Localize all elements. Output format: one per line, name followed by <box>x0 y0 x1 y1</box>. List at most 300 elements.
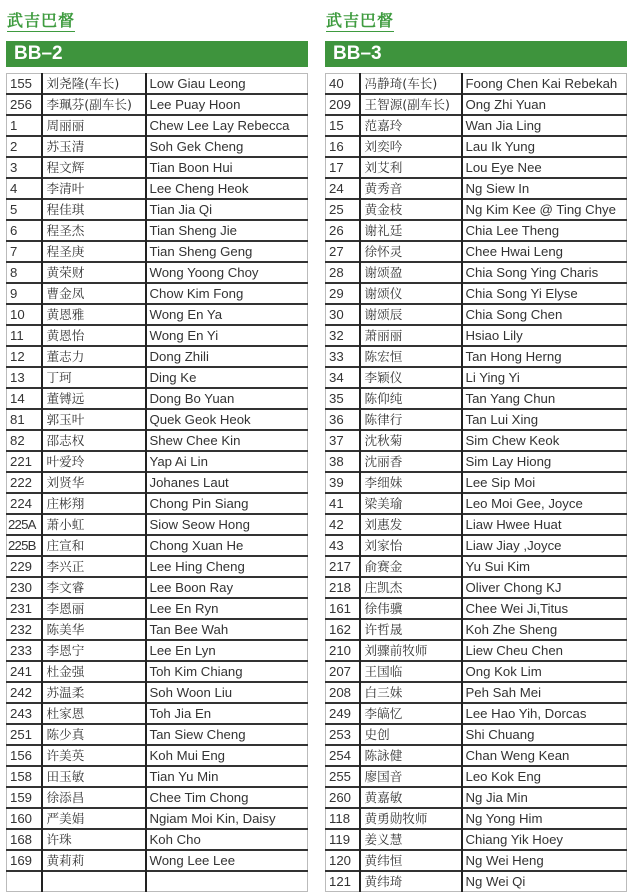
table-row <box>7 220 308 241</box>
member-number: 233 <box>7 640 42 661</box>
member-number: 4 <box>7 178 42 199</box>
english-name: Ng Kim Kee @ Ting Chye <box>462 199 627 220</box>
table-row <box>326 409 627 430</box>
table-row <box>7 136 308 157</box>
table-row <box>326 619 627 640</box>
table-row <box>326 115 627 136</box>
chinese-name: 黄金枝 <box>360 199 462 220</box>
member-number: 6 <box>7 220 42 241</box>
chinese-name: 许珠 <box>42 829 146 850</box>
member-number: 7 <box>7 241 42 262</box>
chinese-name: 刘骤前牧师 <box>360 640 462 661</box>
english-name: Lee Cheng Heok <box>146 178 308 199</box>
member-number: 161 <box>326 598 360 619</box>
english-name: Wong Yoong Choy <box>146 262 308 283</box>
table-row <box>326 808 627 829</box>
chinese-name: 沈秋菊 <box>360 430 462 451</box>
english-name: Chia Lee Theng <box>462 220 627 241</box>
english-name: Tian Jia Qi <box>146 199 308 220</box>
table-row <box>7 661 308 682</box>
member-number: 254 <box>326 745 360 766</box>
english-name: Peh Sah Mei <box>462 682 627 703</box>
member-number: 24 <box>326 178 360 199</box>
table-row <box>326 703 627 724</box>
chinese-name: 陈詠健 <box>360 745 462 766</box>
member-number: 10 <box>7 304 42 325</box>
chinese-name: 刘家怡 <box>360 535 462 556</box>
english-name: Sim Chew Keok <box>462 430 627 451</box>
table-row <box>326 199 627 220</box>
table-row <box>7 493 308 514</box>
chinese-name: 徐添昌 <box>42 787 146 808</box>
english-name: Chow Kim Fong <box>146 283 308 304</box>
table-row <box>7 829 308 850</box>
english-name: Koh Zhe Sheng <box>462 619 627 640</box>
english-name: Ng Yong Him <box>462 808 627 829</box>
english-name: Leo Moi Gee, Joyce <box>462 493 627 514</box>
chinese-name: 冯静琦(车长) <box>360 74 462 95</box>
chinese-name: 沈丽香 <box>360 451 462 472</box>
table-row <box>326 871 627 892</box>
chinese-name: 李珮芬(副车长) <box>42 94 146 115</box>
table-row <box>326 493 627 514</box>
chinese-name: 庄凯杰 <box>360 577 462 598</box>
table-row <box>326 556 627 577</box>
area-title: 武吉巴督 <box>326 11 395 30</box>
english-name: Tian Boon Hui <box>146 157 308 178</box>
member-number: 13 <box>7 367 42 388</box>
chinese-name: 程圣庚 <box>42 241 146 262</box>
english-name: Tian Sheng Geng <box>146 241 308 262</box>
chinese-name: 邵志权 <box>42 430 146 451</box>
english-name: Tan Bee Wah <box>146 619 308 640</box>
english-name: Wong Lee Lee <box>146 850 308 871</box>
table-row <box>326 682 627 703</box>
member-number: 121 <box>326 871 360 892</box>
chinese-name: 郭玉叶 <box>42 409 146 430</box>
table-row <box>326 157 627 178</box>
table-row <box>326 220 627 241</box>
chinese-name: 丁珂 <box>42 367 146 388</box>
table-row <box>7 472 308 493</box>
english-name: Siow Seow Hong <box>146 514 308 535</box>
member-number: 9 <box>7 283 42 304</box>
english-name: Li Ying Yi <box>462 367 627 388</box>
member-number: 28 <box>326 262 360 283</box>
chinese-name: 庄宣和 <box>42 535 146 556</box>
member-number: 243 <box>7 703 42 724</box>
member-number: 159 <box>7 787 42 808</box>
table-row <box>326 472 627 493</box>
english-name: Tian Yu Min <box>146 766 308 787</box>
member-number: 155 <box>7 74 42 95</box>
member-number: 38 <box>326 451 360 472</box>
table-row <box>326 178 627 199</box>
table-row <box>326 829 627 850</box>
table-row <box>326 535 627 556</box>
chinese-name: 李颖仪 <box>360 367 462 388</box>
member-number: 30 <box>326 304 360 325</box>
chinese-name: 程佳琪 <box>42 199 146 220</box>
english-name: Chee Wei Ji,Titus <box>462 598 627 619</box>
english-name: Liew Cheu Chen <box>462 640 627 661</box>
english-name: Chia Song Yi Elyse <box>462 283 627 304</box>
member-number: 242 <box>7 682 42 703</box>
chinese-name: 庄彬翔 <box>42 493 146 514</box>
english-name: Liaw Hwee Huat <box>462 514 627 535</box>
english-name: Sim Lay Hiong <box>462 451 627 472</box>
area-title: 武吉巴督 <box>7 11 76 30</box>
chinese-name: 王智源(副车长) <box>360 94 462 115</box>
chinese-name: 徐伟骥 <box>360 598 462 619</box>
chinese-name: 陈律行 <box>360 409 462 430</box>
table-row <box>7 682 308 703</box>
english-name: Chong Pin Siang <box>146 493 308 514</box>
chinese-name: 王国临 <box>360 661 462 682</box>
member-number: 158 <box>7 766 42 787</box>
chinese-name: 曹金凤 <box>42 283 146 304</box>
english-name: Chee Hwai Leng <box>462 241 627 262</box>
chinese-name: 黄嘉敏 <box>360 787 462 808</box>
english-name: Tan Hong Herng <box>462 346 627 367</box>
table-row <box>326 74 627 95</box>
chinese-name: 刘尧隆(车长) <box>42 74 146 95</box>
table-row <box>326 283 627 304</box>
english-name: Wong En Yi <box>146 325 308 346</box>
member-number: 225B <box>7 535 42 556</box>
table-row <box>326 388 627 409</box>
chinese-name: 白三妹 <box>360 682 462 703</box>
member-table <box>325 73 627 892</box>
english-name: Leo Kok Eng <box>462 766 627 787</box>
member-number: 40 <box>326 74 360 95</box>
member-number: 36 <box>326 409 360 430</box>
member-number: 17 <box>326 157 360 178</box>
english-name: Johanes Laut <box>146 472 308 493</box>
english-name: Yu Sui Kim <box>462 556 627 577</box>
table-row <box>7 409 308 430</box>
chinese-name: 谢颂盈 <box>360 262 462 283</box>
member-number: 168 <box>7 829 42 850</box>
member-number: 217 <box>326 556 360 577</box>
table-row <box>7 451 308 472</box>
table-row <box>326 640 627 661</box>
chinese-name: 杜金强 <box>42 661 146 682</box>
chinese-name: 黄秀音 <box>360 178 462 199</box>
english-name: Lee Hao Yih, Dorcas <box>462 703 627 724</box>
member-number: 208 <box>326 682 360 703</box>
chinese-name: 许哲晟 <box>360 619 462 640</box>
table-row <box>326 598 627 619</box>
member-number: 224 <box>7 493 42 514</box>
chinese-name <box>42 871 146 891</box>
chinese-name: 史创 <box>360 724 462 745</box>
member-number: 1 <box>7 115 42 136</box>
chinese-name: 萧小虹 <box>42 514 146 535</box>
english-name: Chee Tim Chong <box>146 787 308 808</box>
member-number: 162 <box>326 619 360 640</box>
member-number: 26 <box>326 220 360 241</box>
table-row <box>326 241 627 262</box>
english-name: Hsiao Lily <box>462 325 627 346</box>
table-row <box>7 325 308 346</box>
chinese-name: 萧丽丽 <box>360 325 462 346</box>
english-name: Toh Kim Chiang <box>146 661 308 682</box>
table-row <box>326 514 627 535</box>
english-name: Ng Siew In <box>462 178 627 199</box>
table-row <box>326 430 627 451</box>
table-row <box>326 787 627 808</box>
member-number: 8 <box>7 262 42 283</box>
table-row <box>326 724 627 745</box>
english-name: Lee Sip Moi <box>462 472 627 493</box>
table-row <box>7 724 308 745</box>
member-number: 34 <box>326 367 360 388</box>
english-name: Ding Ke <box>146 367 308 388</box>
table-row <box>7 598 308 619</box>
english-name: Chan Weng Kean <box>462 745 627 766</box>
member-number: 12 <box>7 346 42 367</box>
chinese-name: 李细妹 <box>360 472 462 493</box>
member-number <box>7 871 42 891</box>
chinese-name: 刘艾利 <box>360 157 462 178</box>
chinese-name: 黄勇勋牧师 <box>360 808 462 829</box>
table-row <box>7 514 308 535</box>
table-row <box>326 136 627 157</box>
member-number: 160 <box>7 808 42 829</box>
english-name: Lee En Lyn <box>146 640 308 661</box>
chinese-name: 姜义慧 <box>360 829 462 850</box>
member-number: 15 <box>326 115 360 136</box>
chinese-name: 李清叶 <box>42 178 146 199</box>
english-name: Toh Jia En <box>146 703 308 724</box>
chinese-name: 苏温柔 <box>42 682 146 703</box>
table-row <box>7 74 308 95</box>
chinese-name: 谢礼廷 <box>360 220 462 241</box>
chinese-name: 黄恩雅 <box>42 304 146 325</box>
chinese-name: 董镈远 <box>42 388 146 409</box>
english-name <box>146 871 308 891</box>
table-row <box>326 304 627 325</box>
table-row <box>326 94 627 115</box>
member-number: 118 <box>326 808 360 829</box>
table-row <box>7 619 308 640</box>
member-number: 249 <box>326 703 360 724</box>
english-name: Yap Ai Lin <box>146 451 308 472</box>
chinese-name: 杜家恩 <box>42 703 146 724</box>
english-name: Ngiam Moi Kin, Daisy <box>146 808 308 829</box>
chinese-name: 董志力 <box>42 346 146 367</box>
chinese-name: 俞赛金 <box>360 556 462 577</box>
chinese-name: 陈宏恒 <box>360 346 462 367</box>
member-number: 207 <box>326 661 360 682</box>
chinese-name: 李恩宁 <box>42 640 146 661</box>
english-name: Chia Song Chen <box>462 304 627 325</box>
english-name: Tian Sheng Jie <box>146 220 308 241</box>
chinese-name: 刘贤华 <box>42 472 146 493</box>
english-name: Wong En Ya <box>146 304 308 325</box>
english-name: Quek Geok Heok <box>146 409 308 430</box>
english-name: Chia Song Ying Charis <box>462 262 627 283</box>
chinese-name: 李恩丽 <box>42 598 146 619</box>
english-name: Tan Siew Cheng <box>146 724 308 745</box>
member-table <box>6 73 308 892</box>
english-name: Ong Zhi Yuan <box>462 94 627 115</box>
member-number: 169 <box>7 850 42 871</box>
chinese-name: 严美娟 <box>42 808 146 829</box>
member-number: 120 <box>326 850 360 871</box>
member-number: 260 <box>326 787 360 808</box>
chinese-name: 李文睿 <box>42 577 146 598</box>
member-number: 230 <box>7 577 42 598</box>
member-number: 33 <box>326 346 360 367</box>
table-row <box>326 766 627 787</box>
member-number: 218 <box>326 577 360 598</box>
english-name: Foong Chen Kai Rebekah <box>462 74 627 95</box>
member-number: 37 <box>326 430 360 451</box>
member-number: 2 <box>7 136 42 157</box>
table-row <box>7 766 308 787</box>
english-name: Soh Woon Liu <box>146 682 308 703</box>
english-name: Wan Jia Ling <box>462 115 627 136</box>
member-number: 229 <box>7 556 42 577</box>
member-number: 43 <box>326 535 360 556</box>
table-row <box>7 283 308 304</box>
table-row <box>7 199 308 220</box>
english-name: Ng Jia Min <box>462 787 627 808</box>
english-name: Ong Kok Lim <box>462 661 627 682</box>
member-number: 225A <box>7 514 42 535</box>
english-name: Chew Lee Lay Rebecca <box>146 115 308 136</box>
member-number: 231 <box>7 598 42 619</box>
chinese-name: 刘惠发 <box>360 514 462 535</box>
member-number: 256 <box>7 94 42 115</box>
table-row <box>7 157 308 178</box>
english-name: Shew Chee Kin <box>146 430 308 451</box>
member-number: 25 <box>326 199 360 220</box>
chinese-name: 黄纬恒 <box>360 850 462 871</box>
english-name: Lee Boon Ray <box>146 577 308 598</box>
english-name: Ng Wei Heng <box>462 850 627 871</box>
chinese-name: 程圣杰 <box>42 220 146 241</box>
chinese-name: 徐怀灵 <box>360 241 462 262</box>
chinese-name: 陈少真 <box>42 724 146 745</box>
chinese-name: 程文辉 <box>42 157 146 178</box>
english-name: Dong Bo Yuan <box>146 388 308 409</box>
member-number: 255 <box>326 766 360 787</box>
member-number: 232 <box>7 619 42 640</box>
english-name: Shi Chuang <box>462 724 627 745</box>
member-number: 41 <box>326 493 360 514</box>
group-header: BB–3 <box>325 41 627 67</box>
table-row <box>326 346 627 367</box>
english-name: Koh Mui Eng <box>146 745 308 766</box>
member-number: 29 <box>326 283 360 304</box>
chinese-name: 黄恩怡 <box>42 325 146 346</box>
member-number: 119 <box>326 829 360 850</box>
table-row <box>326 661 627 682</box>
english-name: Lau Ik Yung <box>462 136 627 157</box>
member-number: 82 <box>7 430 42 451</box>
chinese-name: 许美英 <box>42 745 146 766</box>
english-name: Chiang Yik Hoey <box>462 829 627 850</box>
member-number: 81 <box>7 409 42 430</box>
table-row <box>7 367 308 388</box>
table-row <box>7 115 308 136</box>
english-name: Oliver Chong KJ <box>462 577 627 598</box>
member-number: 222 <box>7 472 42 493</box>
member-number: 32 <box>326 325 360 346</box>
english-name: Lee Puay Hoon <box>146 94 308 115</box>
table-row <box>326 577 627 598</box>
table-row <box>7 535 308 556</box>
table-row <box>326 451 627 472</box>
chinese-name: 叶爱玲 <box>42 451 146 472</box>
table-row <box>7 787 308 808</box>
chinese-name: 黄莉莉 <box>42 850 146 871</box>
table-row <box>7 871 308 891</box>
member-number: 156 <box>7 745 42 766</box>
table-row <box>7 430 308 451</box>
english-name: Koh Cho <box>146 829 308 850</box>
table-row <box>7 556 308 577</box>
chinese-name: 刘奕吟 <box>360 136 462 157</box>
group-header: BB–2 <box>6 41 308 67</box>
english-name: Dong Zhili <box>146 346 308 367</box>
table-row <box>7 304 308 325</box>
member-number: 241 <box>7 661 42 682</box>
chinese-name: 田玉敏 <box>42 766 146 787</box>
member-number: 5 <box>7 199 42 220</box>
english-name: Lee En Ryn <box>146 598 308 619</box>
chinese-name: 梁美瑜 <box>360 493 462 514</box>
table-row <box>7 94 308 115</box>
member-number: 251 <box>7 724 42 745</box>
english-name: Liaw Jiay ,Joyce <box>462 535 627 556</box>
table-row <box>7 346 308 367</box>
table-row <box>7 388 308 409</box>
member-number: 42 <box>326 514 360 535</box>
english-name: Tan Lui Xing <box>462 409 627 430</box>
english-name: Lee Hing Cheng <box>146 556 308 577</box>
table-row <box>7 241 308 262</box>
table-row <box>7 703 308 724</box>
table-row <box>326 745 627 766</box>
chinese-name: 黄荣财 <box>42 262 146 283</box>
table-row <box>7 178 308 199</box>
member-number: 14 <box>7 388 42 409</box>
table-row <box>326 262 627 283</box>
member-number: 16 <box>326 136 360 157</box>
english-name: Low Giau Leong <box>146 74 308 95</box>
english-name: Chong Xuan He <box>146 535 308 556</box>
table-row <box>7 808 308 829</box>
chinese-name: 廖国音 <box>360 766 462 787</box>
chinese-name: 苏玉清 <box>42 136 146 157</box>
member-number: 3 <box>7 157 42 178</box>
member-number: 253 <box>326 724 360 745</box>
table-row <box>326 325 627 346</box>
table-row <box>7 640 308 661</box>
chinese-name: 谢颂仪 <box>360 283 462 304</box>
table-row <box>7 262 308 283</box>
chinese-name: 陈美华 <box>42 619 146 640</box>
chinese-name: 黄纬琦 <box>360 871 462 892</box>
chinese-name: 陈仰纯 <box>360 388 462 409</box>
chinese-name: 谢颂辰 <box>360 304 462 325</box>
chinese-name: 李兴正 <box>42 556 146 577</box>
member-number: 209 <box>326 94 360 115</box>
